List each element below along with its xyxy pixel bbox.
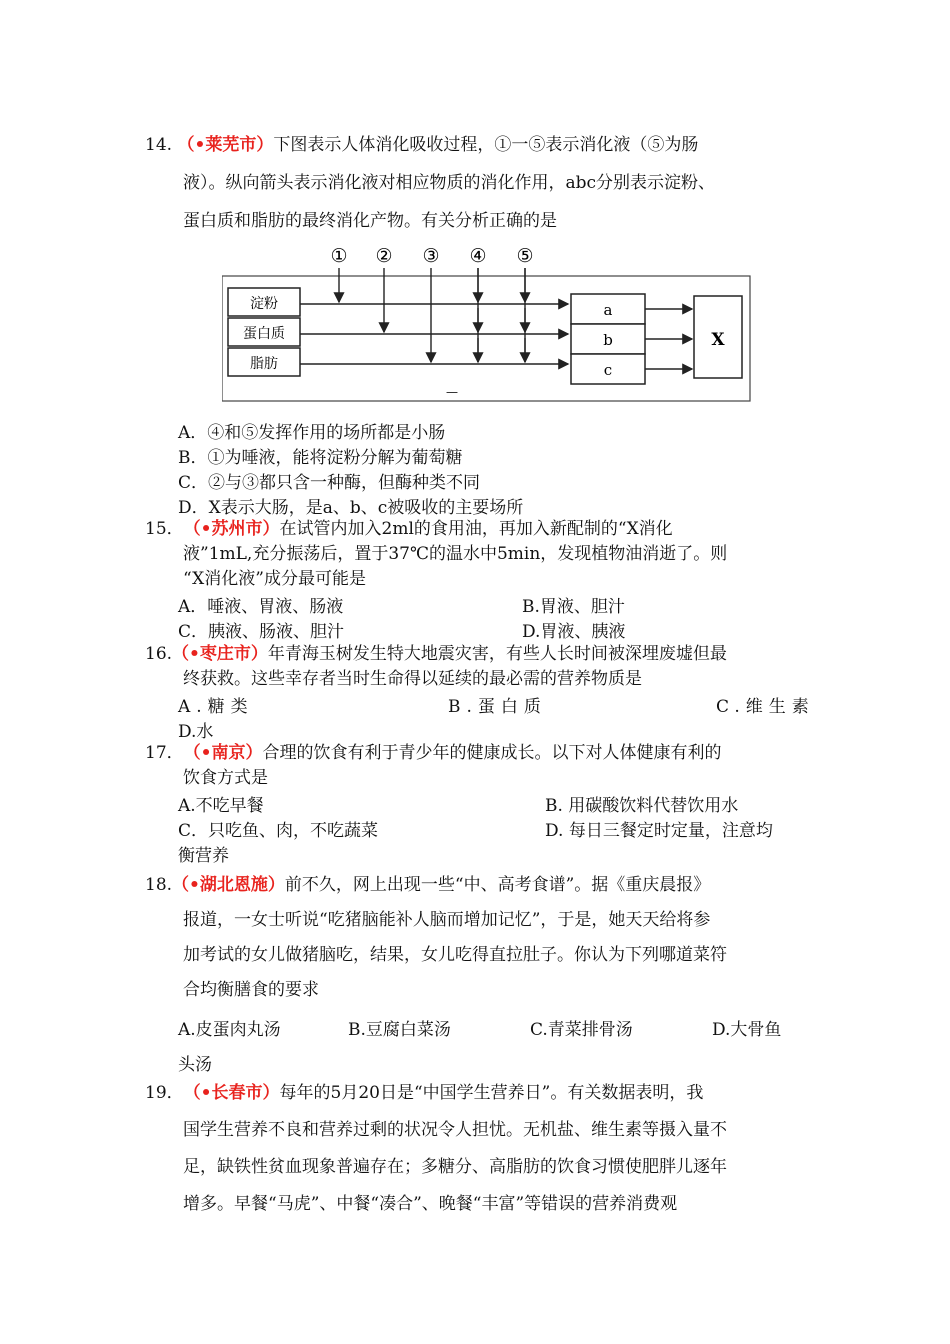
q14-option-d: D．X表示大肠，是a、b、c被吸收的主要场所 xyxy=(178,498,524,518)
q18-option-a: A.皮蛋肉丸汤 xyxy=(178,1020,281,1040)
question-14 xyxy=(145,126,810,240)
q17-option-a: A.不吃早餐 xyxy=(178,796,264,816)
q18-text1: 前不久，网上出现一些“中、高考食谱”。据《重庆晨报》 xyxy=(284,875,711,895)
q17-option-d-cont: 衡营养 xyxy=(178,846,229,866)
q14-text2: 液）。纵向箭头表示消化液对相应物质的消化作用，abc分别表示淀粉、 xyxy=(183,173,716,193)
q14-text1: 下图表示人体消化吸收过程，①一⑤表示消化液（⑤为肠 xyxy=(273,135,699,155)
label-c: c xyxy=(603,361,613,379)
q18-source: （•湖北恩施） xyxy=(172,875,285,895)
q17-text2: 饮食方式是 xyxy=(183,768,268,788)
q15-option-b: B.胃液、胆汁 xyxy=(522,597,625,617)
q14-text3: 蛋白质和脂肪的最终消化产物。有关分析正确的是 xyxy=(183,211,557,231)
q15-text3: “X消化液”成分最可能是 xyxy=(183,569,366,589)
circle-1: ① xyxy=(330,245,348,267)
q18-option-c: C.青菜排骨汤 xyxy=(530,1020,633,1040)
q15-number: 15． xyxy=(145,519,184,539)
q14-option-c: C．②与③都只含一种酶，但酶种类不同 xyxy=(178,473,481,493)
circle-5: ⑤ xyxy=(516,245,534,267)
label-starch: 淀粉 xyxy=(250,296,278,312)
question-17 xyxy=(145,741,810,791)
q17-option-d: D. 每日三餐定时定量，注意均 xyxy=(545,821,773,841)
label-fat: 脂肪 xyxy=(250,356,278,372)
q16-option-c: C.维生素 xyxy=(716,697,815,717)
digestion-diagram xyxy=(222,238,752,403)
q14-option-a: A．④和⑤发挥作用的场所都是小肠 xyxy=(178,423,446,443)
q15-text1: 在试管内加入2ml的食用油，再加入新配制的“X消化 xyxy=(279,519,673,539)
q15-option-c: C．胰液、肠液、胆汁 xyxy=(178,622,345,642)
q16-number: 16. xyxy=(145,644,173,664)
label-x: X xyxy=(711,330,725,350)
q18-option-d: D.大骨鱼 xyxy=(712,1020,782,1040)
q16-text2: 终获救。这些幸存者当时生命得以延续的最必需的营养物质是 xyxy=(183,669,642,689)
q16-option-d: D.水 xyxy=(178,722,214,742)
q19-text4: 增多。早餐“马虎”、中餐“凑合”、晚餐“丰富”等错误的营养消费观 xyxy=(183,1194,678,1214)
q14-number: 14. xyxy=(145,135,173,155)
q18-option-b: B.豆腐白菜汤 xyxy=(348,1020,451,1040)
q16-text1: 年青海玉树发生特大地震灾害，有些人长时间被深埋废墟但最 xyxy=(267,644,727,664)
q14-source: （•莱芜市） xyxy=(177,135,274,155)
q19-source: （•长春市） xyxy=(183,1083,280,1103)
question-19 xyxy=(145,1075,810,1223)
q18-text4: 合均衡膳食的要求 xyxy=(183,980,319,1000)
q17-number: 17． xyxy=(145,743,184,763)
q18-text2: 报道，一女士听说“吃猪脑能补人脑而增加记忆”，于是，她天天给将参 xyxy=(183,910,711,930)
q19-text3: 足，缺铁性贫血现象普遍存在；多糖分、高脂肪的饮食习惯使肥胖儿逐年 xyxy=(183,1157,727,1177)
q19-text1: 每年的5月20日是“中国学生营养日”。有关数据表明，我 xyxy=(279,1083,704,1103)
q18-text3: 加考试的女儿做猪脑吃，结果，女儿吃得直拉肚子。你认为下列哪道菜符 xyxy=(183,945,727,965)
q17-option-b: B. 用碳酸饮料代替饮用水 xyxy=(545,796,739,816)
circle-3: ③ xyxy=(422,245,440,267)
label-protein: 蛋白质 xyxy=(243,326,285,342)
label-b: b xyxy=(603,331,613,349)
q15-option-a: A．唾液、胃液、肠液 xyxy=(178,597,344,617)
q15-source: （•苏州市） xyxy=(183,519,280,539)
q15-option-d: D.胃液、胰液 xyxy=(522,622,626,642)
q19-text2: 国学生营养不良和营养过剩的状况令人担忧。无机盐、维生素等摄入量不 xyxy=(183,1120,727,1140)
q18-option-d-cont: 头汤 xyxy=(178,1055,212,1075)
question-16 xyxy=(145,642,810,692)
q15-text2: 液”1mL,充分振荡后，置于37℃的温水中5min，发现植物油消逝了。则 xyxy=(183,544,728,564)
q17-source: （•南京） xyxy=(183,743,263,763)
q18-number: 18. xyxy=(145,875,173,895)
diagram-dash: — xyxy=(446,385,458,399)
question-15 xyxy=(145,517,810,592)
q14-option-b: B．①为唾液，能将淀粉分解为葡萄糖 xyxy=(178,448,463,468)
circle-4: ④ xyxy=(469,245,487,267)
q17-option-c: C．只吃鱼、肉，不吃蔬菜 xyxy=(178,821,379,841)
q17-text1: 合理的饮食有利于青少年的健康成长。以下对人体健康有利的 xyxy=(262,743,722,763)
q19-number: 19． xyxy=(145,1083,184,1103)
circle-2: ② xyxy=(375,245,393,267)
question-18 xyxy=(145,868,810,1008)
q16-option-b: B.蛋白质 xyxy=(448,697,547,717)
q14-line1 xyxy=(145,126,810,164)
label-a: a xyxy=(603,301,613,319)
q16-option-a: A.糖类 xyxy=(178,697,254,717)
q16-source: （•枣庄市） xyxy=(172,644,268,664)
